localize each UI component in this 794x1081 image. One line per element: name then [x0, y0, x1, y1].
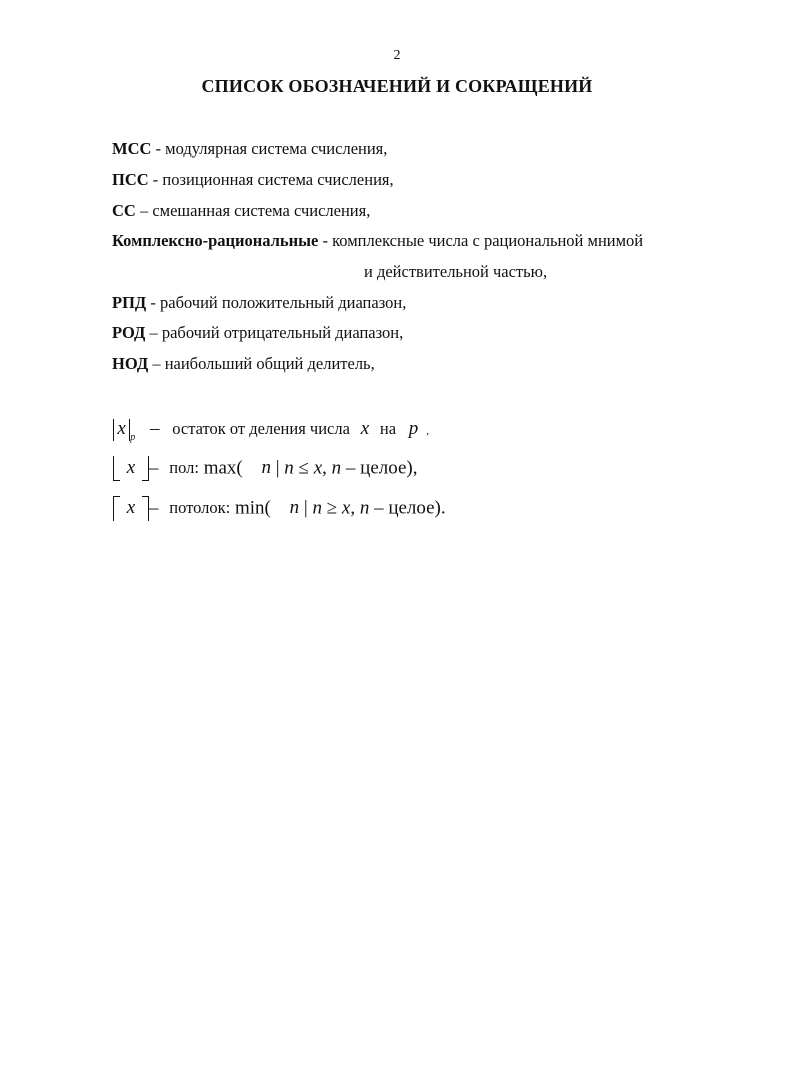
- abbreviation-term: Комплексно-рациональные: [112, 231, 319, 250]
- abbreviation-nod: [112, 354, 375, 374]
- notation-ceil: [113, 496, 446, 522]
- residue-x: x: [360, 418, 370, 439]
- ceil-n3: n: [359, 497, 370, 519]
- notation-residue: [113, 418, 429, 441]
- residue-on: на: [379, 419, 397, 438]
- ceil-mid: |: [299, 497, 313, 519]
- floor-rel: ≤: [293, 457, 314, 479]
- ceil-n: n: [289, 497, 300, 519]
- ceil-symbol: [113, 496, 149, 522]
- floor-n: n: [261, 457, 271, 479]
- abbreviation-desc: – наибольший общий делитель,: [148, 354, 375, 373]
- ceil-tail: – целое).: [369, 497, 446, 519]
- ceil-dash: –: [149, 497, 159, 519]
- floor-sep: ,: [322, 457, 332, 479]
- floor-x: x: [313, 457, 323, 479]
- abbreviation-term: МСС: [112, 139, 152, 158]
- abbreviation-term: ПСС: [112, 170, 149, 189]
- abbreviation-term: РПД: [112, 293, 147, 312]
- abbreviation-term: РОД: [112, 323, 146, 342]
- abbreviation-ss: [112, 201, 370, 221]
- floor-var: x: [126, 457, 136, 478]
- abbreviation-desc: - комплексные числа с рациональной мнимой: [318, 231, 644, 250]
- ceil-desc: потолок:: [169, 498, 231, 518]
- abbreviation-complex-rational: [112, 231, 643, 251]
- ceil-sep: ,: [350, 497, 360, 519]
- floor-expr: max(: [203, 457, 243, 479]
- ceil-expr: min(: [234, 497, 271, 519]
- residue-tail: ,: [426, 425, 430, 437]
- floor-symbol: [113, 456, 149, 482]
- ceil-x: x: [341, 497, 351, 519]
- residue-p: p: [408, 418, 419, 439]
- ceil-n2: n: [312, 497, 322, 519]
- residue-var: x: [117, 418, 126, 439]
- page-number: 2: [393, 48, 401, 63]
- floor-desc: пол:: [169, 458, 199, 478]
- abbreviation-term: НОД: [112, 354, 149, 373]
- abbreviation-desc: - модулярная система счисления,: [151, 139, 388, 158]
- ceil-rel: ≥: [321, 497, 342, 519]
- floor-dash: –: [149, 457, 159, 479]
- abbreviation-desc: – рабочий отрицательный диапазон,: [145, 323, 404, 342]
- abbreviation-desc: – смешанная система счисления,: [135, 201, 371, 220]
- residue-desc: остаток от деления числа: [172, 419, 350, 438]
- abbreviation-desc-continuation: и действительной частью,: [364, 262, 548, 281]
- page-title: СПИСОК ОБОЗНАЧЕНИЙ И СОКРАЩЕНИЙ: [201, 76, 593, 96]
- floor-tail: – целое),: [341, 457, 418, 479]
- abbreviation-rod: [112, 323, 403, 343]
- residue-subscript: p: [130, 432, 136, 443]
- floor-n3: n: [331, 457, 342, 479]
- residue-dash: –: [149, 418, 160, 439]
- abbreviation-term: СС: [112, 201, 136, 220]
- abbreviation-desc: - позиционная система счисления,: [148, 170, 394, 189]
- ceil-var: x: [126, 497, 136, 518]
- abbreviation-rpd: [112, 293, 406, 313]
- floor-n2: n: [284, 457, 294, 479]
- notation-floor: [113, 456, 418, 482]
- abbreviation-desc: - рабочий положительный диапазон,: [146, 293, 407, 312]
- floor-mid: |: [270, 457, 285, 479]
- abbreviation-pss: [112, 170, 394, 190]
- abbreviation-mss: [112, 139, 387, 159]
